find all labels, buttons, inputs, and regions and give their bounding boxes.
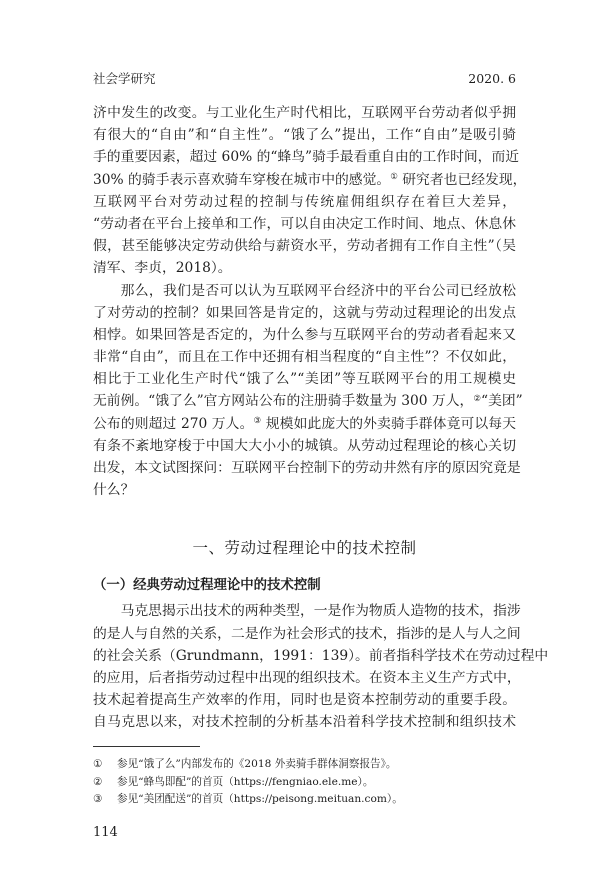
text-segment: 30% 的骑手表示喜欢骑车穿梭在城市中的感觉。 [93,171,391,188]
text-line: 那么，我们是否可以认为互联网平台经济中的平台公司已经放松 [120,282,516,299]
issue-number: 2020. 6 [468,71,516,86]
text-line: 互联网平台对劳动过程的控制与传统雇佣组织存在着巨大差异， [93,193,516,210]
text-segment: 研究者也已经发现， [397,171,527,188]
text-line: 相悖。如果回答是否定的，为什么参与互联网平台的劳动者看起来又 [93,326,516,343]
text-line: 的社会关系（Grundmann，1991：139）。前者指科学技术在劳动过程中 [93,647,549,664]
footnote-marker: ③ [93,793,103,805]
footnote [93,756,516,774]
text-line: “劳动者在平台上接单和工作，可以自由决定工作时间、地点、休息休 [93,215,516,232]
footnote-marker: ① [93,758,103,770]
paragraph-continued [93,102,527,280]
paragraph [93,280,523,502]
section-heading: 一、劳动过程理论中的技术控制 [192,539,417,558]
text-line: 的是人与自然的关系，二是作为社会形式的技术，指涉的是人与人之间 [93,625,521,642]
footnote-text: 参见“美团配送”的首页（https://peisong.meituan.com）。 [117,793,403,805]
running-header [93,70,516,88]
footnote [93,791,516,809]
journal-name: 社会学研究 [93,71,156,86]
page-number: 114 [93,825,118,840]
text-line: 自马克思以来，对技术控制的分析基本沿着科学技术控制和组织技术 [93,714,516,731]
footnote-rule [93,746,200,747]
text-segment: 公布的则超过 270 万人。 [93,415,254,432]
footnote-text: 参见“饿了么”内部发布的《2018 外卖骑手群体洞察报告》。 [117,758,397,770]
text-segment: 无前例。“饿了么”官方网站公布的注册骑手数量为 300 万人， [93,393,474,410]
footnote-marker: ② [93,775,103,788]
footnotes [93,756,516,809]
footnote-reference: ① [390,171,398,182]
subsection-heading: （一）经典劳动过程理论中的技术控制 [93,578,321,594]
text-line: 的应用，后者指劳动过程中出现的组织技术。在资本主义生产方式中， [93,669,521,686]
text-line: 什么？ [93,482,135,499]
footnote-text: 参见“蜂鸟即配”的首页（https://fengniao.ele.me）。 [117,775,374,788]
paragraph [93,600,549,733]
text-line: 济中发生的改变。与工业化生产时代相比，互联网平台劳动者似乎拥 [93,105,516,121]
text-segment: 规模如此庞大的外卖骑手群体竟可以每天 [261,415,516,432]
text-line: 相比于工业化生产时代“饿了么”“美团”等互联网平台的用工规模史 [93,371,516,388]
text-line: 技术起着提高生产效率的作用，同时也是资本控制劳动的重要手段。 [93,692,516,709]
footnote-reference: ② [473,393,482,404]
footnote [93,774,516,792]
text-line: 假，甚至能够决定劳动供给与薪资水平，劳动者拥有工作自主性”（吴 [93,238,516,255]
text-segment: “美团” [481,393,523,410]
text-line [93,413,516,435]
text-line: 有很大的“自由”和“自主性”。“饿了么”提出，工作“自由”是吸引骑 [93,127,516,144]
text-line: 手的重要因素，超过 60% 的“蜂鸟”骑手最看重自由的工作时间，而近 [93,149,520,166]
footnote-reference: ③ [253,415,262,426]
text-line: 清军、李贞，2018）。 [93,260,232,277]
text-line: 马克思揭示出技术的两种类型，一是作为物质人造物的技术，指涉 [120,603,521,620]
text-line: 非常“自由”，而且在工作中还拥有相当程度的“自主性”？不仅如此， [93,349,516,366]
text-line: 出发，本文试图探问：互联网平台控制下的劳动井然有序的原因究竟是 [93,460,521,476]
text-line [93,169,527,191]
text-line: 了对劳动的控制？如果回答是肯定的，这就与劳动过程理论的出发点 [93,304,516,321]
body-text [93,102,549,734]
text-line: 有条不紊地穿梭于中国大大小小的城镇。从劳动过程理论的核心关切 [93,437,516,454]
text-line [93,390,523,412]
